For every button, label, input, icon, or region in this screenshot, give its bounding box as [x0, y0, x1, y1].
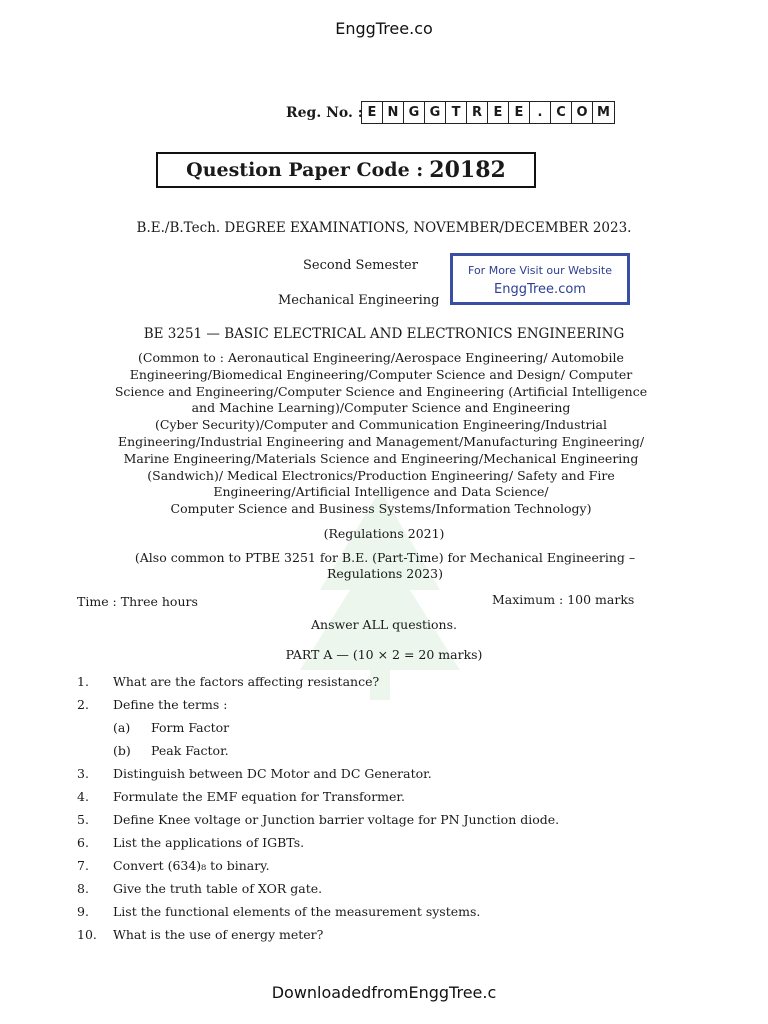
- also-common-line: (Also common to PTBE 3251 for B.E. (Part-Time) for Mechanical Engineering –: [134, 550, 636, 565]
- common-line: Engineering/Artificial Intelligence and Data Science/: [213, 484, 549, 500]
- sub-question-label: (b): [113, 743, 131, 758]
- common-line: Marine Engineering/Materials Science and Engineering/Mechanical Engineering: [123, 450, 639, 466]
- website-promo-line1: For More Visit our Website: [468, 264, 612, 277]
- question-text: Convert (634)₈ to binary.: [113, 858, 270, 873]
- common-line: (Cyber Security)/Computer and Communication Engineering/Industrial: [155, 417, 607, 433]
- common-line: Engineering/Biomedical Engineering/Computer Science and Design/ Computer: [129, 366, 633, 382]
- question-number: 7.: [77, 858, 89, 873]
- reg-no-boxes: [361, 101, 615, 124]
- question-number: 4.: [77, 789, 89, 804]
- question-number: 9.: [77, 904, 89, 919]
- reg-cell: G: [425, 102, 446, 123]
- common-line: Science and Engineering/Computer Science and Engineering (Artificial Intelligence: [114, 383, 648, 399]
- exam-title: B.E./B.Tech. DEGREE EXAMINATIONS, NOVEMBER/DECEMBER 2023.: [136, 220, 632, 236]
- reg-cell: E: [488, 102, 509, 123]
- question-number: 6.: [77, 835, 89, 850]
- question-text: List the applications of IGBTs.: [113, 835, 305, 850]
- qp-code-label: Question Paper Code :: [186, 159, 424, 181]
- question-text: Distinguish between DC Motor and DC Generator.: [113, 766, 432, 781]
- sub-question-text: Peak Factor.: [151, 743, 229, 758]
- question-text: Define the terms :: [113, 697, 228, 712]
- reg-cell: N: [383, 102, 404, 123]
- question-number: 2.: [77, 697, 89, 712]
- reg-cell: G: [404, 102, 425, 123]
- question-text: Define Knee voltage or Junction barrier voltage for PN Junction diode.: [113, 812, 560, 827]
- branch: Mechanical Engineering: [278, 293, 440, 308]
- sub-question-label: (a): [113, 720, 131, 735]
- sub-question-text: Form Factor: [151, 720, 230, 735]
- common-to-list: [78, 350, 684, 518]
- regulations: (Regulations 2021): [323, 526, 445, 541]
- reg-cell: E: [362, 102, 383, 123]
- question-text: Formulate the EMF equation for Transformer.: [113, 789, 406, 804]
- reg-cell: .: [530, 102, 551, 123]
- page-footer: DownloadedfromEnggTree.c: [271, 983, 497, 1002]
- reg-cell: E: [509, 102, 530, 123]
- question-number: 1.: [77, 674, 89, 689]
- website-promo-box[interactable]: [450, 253, 630, 305]
- common-line: (Sandwich)/ Medical Electronics/Production Engineering/ Safety and Fire: [147, 467, 615, 483]
- semester: Second Semester: [303, 258, 418, 273]
- common-line: (Common to : Aeronautical Engineering/Aerospace Engineering/ Automobile: [138, 350, 624, 365]
- question-text: What are the factors affecting resistance?: [113, 674, 380, 689]
- subject-title: BE 3251 — BASIC ELECTRICAL AND ELECTRONICS ENGINEERING: [143, 326, 625, 342]
- reg-cell: M: [597, 105, 610, 120]
- also-common-line: Regulations 2023): [327, 566, 443, 581]
- reg-cell: T: [446, 102, 467, 123]
- website-promo-link[interactable]: EnggTree.com: [494, 282, 586, 297]
- qp-code-value: 20182: [429, 157, 506, 183]
- reg-cell: R: [467, 102, 488, 123]
- question-number: 5.: [77, 812, 89, 827]
- question-number: 10.: [77, 927, 97, 942]
- reg-no-label: Reg. No. :: [286, 105, 363, 121]
- question-number: 3.: [77, 766, 89, 781]
- question-text: Give the truth table of XOR gate.: [113, 881, 323, 896]
- exam-time: Time : Three hours: [77, 594, 198, 609]
- reg-cell: C: [551, 102, 572, 123]
- question-text: List the functional elements of the measurement systems.: [113, 904, 481, 919]
- instruction: Answer ALL questions.: [311, 617, 457, 632]
- also-common-note: [90, 550, 680, 582]
- part-a-heading: PART A — (10 × 2 = 20 marks): [285, 647, 483, 662]
- page-header: EnggTree.co: [335, 19, 433, 38]
- question-number: 8.: [77, 881, 89, 896]
- question-text: What is the use of energy meter?: [113, 927, 324, 942]
- common-line: Computer Science and Business Systems/Information Technology): [170, 501, 592, 517]
- max-marks: Maximum : 100 marks: [492, 592, 635, 607]
- reg-cell: O: [572, 102, 593, 123]
- common-line: and Machine Learning)/Computer Science and Engineering: [191, 400, 571, 416]
- question-paper-code-box: [156, 152, 536, 188]
- common-line: Engineering/Industrial Engineering and Management/Manufacturing Engineering/: [117, 433, 645, 449]
